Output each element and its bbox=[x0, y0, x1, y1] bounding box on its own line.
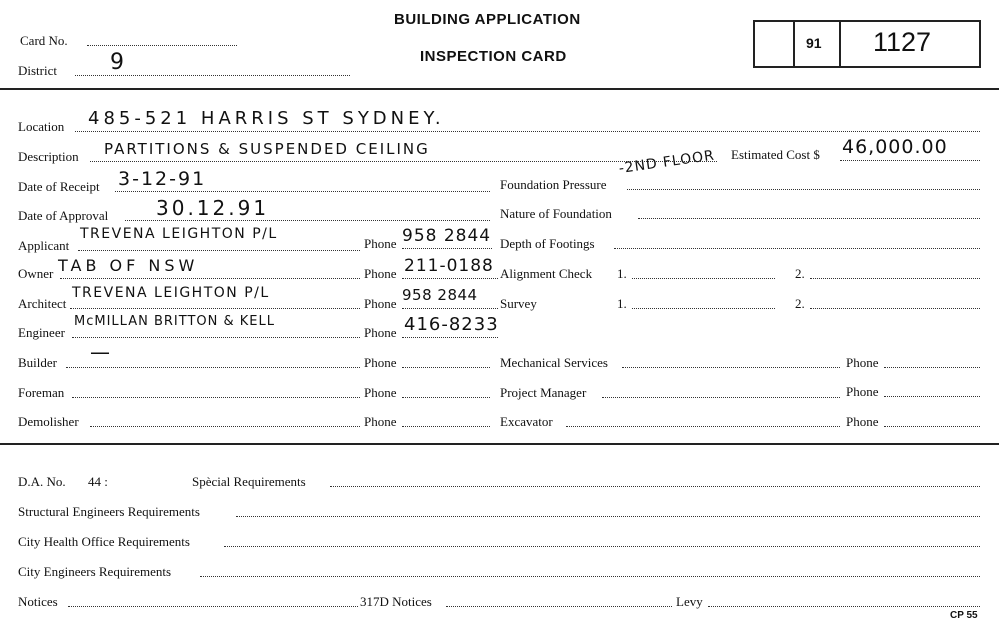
excavator-phone-field[interactable] bbox=[884, 426, 980, 427]
health-requirements-field[interactable] bbox=[224, 546, 980, 547]
survey-2-field[interactable] bbox=[810, 308, 980, 309]
survey-1-label: 1. bbox=[617, 296, 627, 311]
architect-value: TREVENA LEIGHTON P/L bbox=[72, 285, 270, 301]
description-note: -2ND FLOOR bbox=[617, 147, 716, 177]
mechanical-phone-label: Phone bbox=[846, 355, 879, 370]
foreman-phone-field[interactable] bbox=[402, 397, 490, 398]
engineer-label: Engineer bbox=[18, 325, 65, 340]
location-value: 485-521 HARRIS ST SYDNEY. bbox=[88, 108, 445, 129]
owner-phone-label: Phone bbox=[364, 266, 397, 281]
owner-phone-field[interactable] bbox=[402, 278, 498, 279]
card-number-box bbox=[753, 20, 981, 68]
alignment-check-1-field[interactable] bbox=[632, 278, 775, 279]
estimated-cost-field[interactable] bbox=[840, 160, 980, 161]
architect-label: Architect bbox=[18, 296, 67, 311]
foreman-field[interactable] bbox=[72, 397, 360, 398]
section-rule bbox=[0, 443, 999, 445]
structural-requirements-field[interactable] bbox=[236, 516, 980, 517]
demolisher-field[interactable] bbox=[90, 426, 360, 427]
project-manager-field[interactable] bbox=[602, 397, 840, 398]
project-manager-label: Project Manager bbox=[500, 385, 587, 400]
estimated-cost-label: Estimated Cost $ bbox=[731, 147, 820, 162]
description-value: PARTITIONS & SUSPENDED CEILING bbox=[104, 140, 430, 158]
alignment-check-2-label: 2. bbox=[795, 266, 805, 281]
health-requirements-label: City Health Office Requirements bbox=[18, 534, 190, 549]
owner-value: TAB OF NSW bbox=[58, 256, 199, 275]
form-code: CP 55 bbox=[950, 610, 978, 621]
applicant-label: Applicant bbox=[18, 238, 70, 253]
special-requirements-label: Spècial Requirements bbox=[192, 474, 306, 489]
notices-317d-field[interactable] bbox=[446, 606, 672, 607]
builder-field[interactable] bbox=[66, 367, 360, 368]
header-rule bbox=[0, 88, 999, 90]
excavator-label: Excavator bbox=[500, 414, 553, 429]
architect-field[interactable] bbox=[70, 308, 360, 309]
city-engineers-requirements-field[interactable] bbox=[200, 576, 980, 577]
district-label: District bbox=[18, 63, 57, 78]
box-divider-1 bbox=[793, 20, 795, 68]
special-requirements-field[interactable] bbox=[330, 486, 980, 487]
architect-phone-field[interactable] bbox=[402, 308, 498, 309]
form-title-line2: INSPECTION CARD bbox=[420, 48, 567, 65]
builder-phone-field[interactable] bbox=[402, 367, 490, 368]
applicant-value: TREVENA LEIGHTON P/L bbox=[80, 226, 278, 242]
box-divider-2 bbox=[839, 20, 841, 68]
levy-field[interactable] bbox=[708, 606, 980, 607]
project-manager-phone-label: Phone bbox=[846, 384, 879, 399]
excavator-phone-label: Phone bbox=[846, 414, 879, 429]
estimated-cost-value: 46,000.00 bbox=[842, 136, 948, 158]
date-of-receipt-value: 3-12-91 bbox=[118, 168, 207, 190]
location-label: Location bbox=[18, 119, 65, 134]
district-field[interactable] bbox=[75, 75, 350, 76]
depth-of-footings-label: Depth of Footings bbox=[500, 236, 595, 251]
engineer-value: McMILLAN BRITTON & KELL bbox=[74, 314, 275, 329]
alignment-check-2-field[interactable] bbox=[810, 278, 980, 279]
applicant-phone-label: Phone bbox=[364, 236, 397, 251]
alignment-check-label: Alignment Check bbox=[500, 266, 593, 281]
applicant-phone-value: 958 2844 bbox=[402, 226, 492, 246]
foreman-phone-label: Phone bbox=[364, 385, 397, 400]
box-year: 91 bbox=[806, 35, 822, 51]
builder-phone-label: Phone bbox=[364, 355, 397, 370]
mechanical-phone-field[interactable] bbox=[884, 367, 980, 368]
engineer-phone-value: 416-8233 bbox=[404, 314, 499, 335]
foreman-label: Foreman bbox=[18, 385, 65, 400]
excavator-field[interactable] bbox=[566, 426, 840, 427]
demolisher-phone-field[interactable] bbox=[402, 426, 490, 427]
notices-label: Notices bbox=[18, 594, 58, 609]
city-engineers-requirements-label: City Engineers Requirements bbox=[18, 564, 172, 579]
owner-phone-value: 211-0188 bbox=[404, 256, 494, 276]
date-of-receipt-label: Date of Receipt bbox=[18, 179, 100, 194]
notices-317d-label: 317D Notices bbox=[360, 594, 432, 609]
engineer-phone-field[interactable] bbox=[402, 337, 498, 338]
survey-1-field[interactable] bbox=[632, 308, 775, 309]
date-of-approval-label: Date of Approval bbox=[18, 208, 109, 223]
nature-of-foundation-label: Nature of Foundation bbox=[500, 206, 612, 221]
notices-field[interactable] bbox=[68, 606, 358, 607]
alignment-check-1-label: 1. bbox=[617, 266, 627, 281]
levy-label: Levy bbox=[676, 594, 703, 609]
da-no-value: 44 : bbox=[88, 474, 108, 489]
nature-of-foundation-field[interactable] bbox=[638, 218, 980, 219]
foundation-pressure-label: Foundation Pressure bbox=[500, 177, 607, 192]
applicant-field[interactable] bbox=[78, 250, 360, 251]
builder-value: — bbox=[90, 340, 112, 364]
architect-phone-value: 958 2844 bbox=[402, 286, 478, 304]
owner-field[interactable] bbox=[60, 278, 360, 279]
date-of-receipt-field[interactable] bbox=[115, 191, 490, 192]
date-of-approval-field[interactable] bbox=[125, 220, 490, 221]
card-no-label: Card No. bbox=[20, 33, 68, 48]
project-manager-phone-field[interactable] bbox=[884, 396, 980, 397]
owner-label: Owner bbox=[18, 266, 54, 281]
district-value: 9 bbox=[110, 50, 126, 75]
location-field[interactable] bbox=[75, 131, 980, 132]
engineer-phone-label: Phone bbox=[364, 325, 397, 340]
da-no-label: D.A. No. bbox=[18, 474, 66, 489]
card-no-field[interactable] bbox=[87, 45, 237, 46]
depth-of-footings-field[interactable] bbox=[614, 248, 980, 249]
survey-label: Survey bbox=[500, 296, 537, 311]
demolisher-phone-label: Phone bbox=[364, 414, 397, 429]
demolisher-label: Demolisher bbox=[18, 414, 79, 429]
engineer-field[interactable] bbox=[72, 337, 360, 338]
description-label: Description bbox=[18, 149, 79, 164]
foundation-pressure-field[interactable] bbox=[627, 189, 980, 190]
form-title-line1: BUILDING APPLICATION bbox=[394, 11, 581, 28]
structural-requirements-label: Structural Engineers Requirements bbox=[18, 504, 200, 519]
survey-2-label: 2. bbox=[795, 296, 805, 311]
builder-label: Builder bbox=[18, 355, 57, 370]
box-number: 1127 bbox=[873, 27, 932, 57]
mechanical-services-label: Mechanical Services bbox=[500, 355, 608, 370]
mechanical-services-field[interactable] bbox=[622, 367, 840, 368]
architect-phone-label: Phone bbox=[364, 296, 397, 311]
date-of-approval-value: 30.12.91 bbox=[156, 196, 270, 220]
applicant-phone-field[interactable] bbox=[402, 248, 492, 249]
